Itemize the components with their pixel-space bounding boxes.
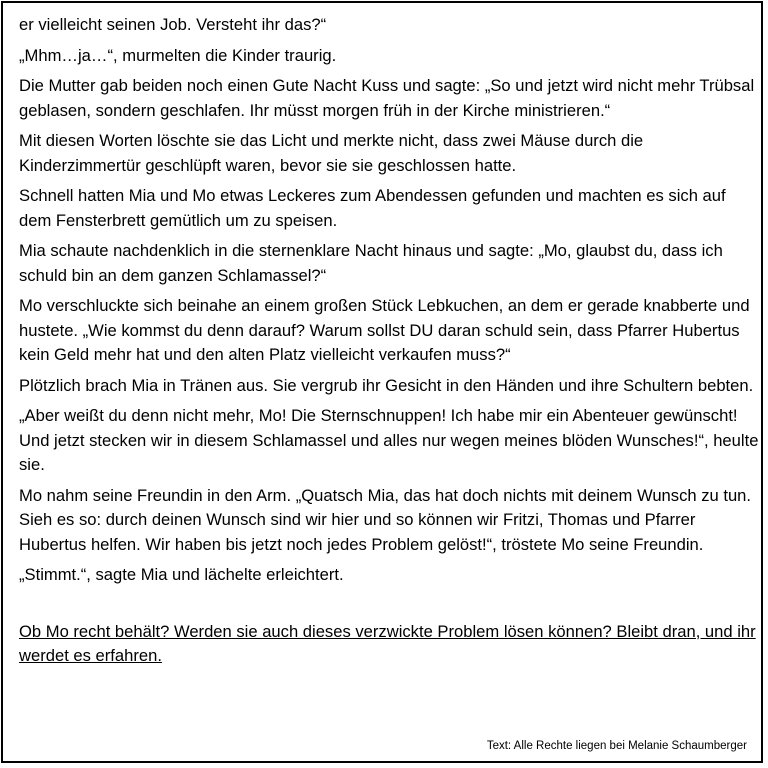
story-paragraph: „Stimmt.“, sagte Mia und lächelte erleichtert. [19,565,344,584]
story-paragraph: Mit diesen Worten löschte sie das Licht und merkte nicht, dass zwei Mäuse durch die Kinderzimmertür geschlüpft waren, bevor sie sie geschlossen hatte. [19,131,644,175]
story-paragraph: „Mhm…ja…“, murmelten die Kinder traurig. [19,45,337,65]
story-paragraph: Mo verschluckte sich beinahe an einem großen Stück Lebkuchen, an dem er gerade knabberte und hustete. „Wie kommst du denn darauf? Warum sollst DU daran schuld sein, dass Pfarrer Hubertus kein Geld mehr hat und den alten Platz vielleicht verkaufen muss?“ [19,296,750,364]
story-paragraph: er vielleicht seinen Job. Versteht ihr das?“ [19,15,327,34]
paragraph-spacer [19,594,759,620]
copyright-credit: Text: Alle Rechte liegen bei Melanie Schaumberger [486,740,747,752]
story-paragraph: Mo nahm seine Freundin in den Arm. „Quatsch Mia, das hat doch nichts mit deinem Wunsch zu tun. Sieh es so: durch deinen Wunsch sind wir hier und so können wir Fritzi, Thomas und Pfarrer Hubertus helfen. Wir haben bis jetzt noch jedes Problem gelöst!“, tröstete Mo seine Freundin. [19,485,752,554]
story-paragraph: Die Mutter gab beiden noch einen Gute Nacht Kuss und sagte: „So und jetzt wird nicht mehr Trübsal geblasen, sondern geschlafen. Ihr müsst morgen früh in der Kirche ministrieren.“ [19,76,755,120]
story-text [19,13,759,669]
teaser-text: Ob Mo recht behält? Werden sie auch dieses verzwickte Problem lösen können? Bleibt dran, und ihr werdet es erfahren. [19,621,756,665]
story-paragraph: Plötzlich brach Mia in Tränen aus. Sie vergrub ihr Gesicht in den Händen und ihre Schultern bebten. [19,375,754,395]
story-paragraph: Schnell hatten Mia und Mo etwas Leckeres zum Abendessen gefunden und machten es sich auf dem Fensterbrett gemütlich um zu speisen. [19,186,726,230]
story-paragraph: Mia schaute nachdenklich in die sternenklare Nacht hinaus und sagte: „Mo, glaubst du, dass ich schuld bin an dem ganzen Schlamassel?“ [19,241,723,285]
story-paragraph: „Aber weißt du denn nicht mehr, Mo! Die Sternschnuppen! Ich habe mir ein Abenteuer gewünscht! Und jetzt stecken wir in diesem Schlamassel und alles nur wegen meines blöden Wunsches!“, heulte sie. [19,406,759,474]
story-page [1,1,763,763]
